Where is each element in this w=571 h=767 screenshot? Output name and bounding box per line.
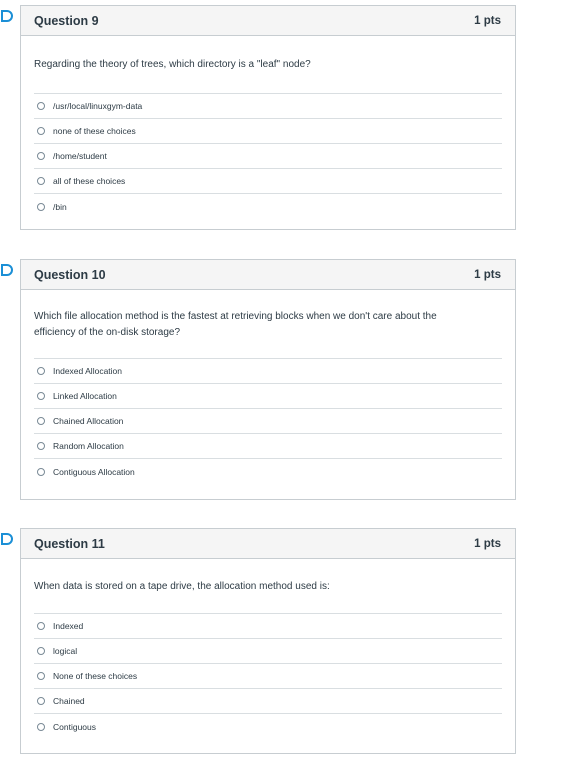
answer-option[interactable] [34,639,502,664]
question-header [21,260,515,290]
answer-label: Linked Allocation [53,391,117,401]
radio-button[interactable] [37,203,45,211]
radio-button[interactable] [37,127,45,135]
answer-option[interactable] [34,144,502,169]
flag-question-icon[interactable] [1,10,13,22]
answer-label: /home/student [53,151,107,161]
answer-label: none of these choices [53,126,136,136]
answer-option[interactable] [34,689,502,714]
answer-option[interactable] [34,409,502,434]
radio-button[interactable] [37,672,45,680]
answer-option[interactable] [34,664,502,689]
question-title: Question 10 [34,267,106,282]
radio-button[interactable] [37,392,45,400]
question-title: Question 9 [34,13,99,28]
answer-label: all of these choices [53,176,126,186]
question-11 [20,528,516,754]
question-9 [20,5,516,230]
answer-option[interactable] [34,714,502,739]
answer-label: Chained [53,696,85,706]
answer-label: Contiguous [53,721,97,732]
answer-label: Chained Allocation [53,416,124,426]
answer-label: /usr/local/linuxgym-data [53,101,143,111]
radio-button[interactable] [37,102,45,110]
answer-option[interactable] [34,459,502,484]
flag-question-icon[interactable] [1,533,13,545]
answer-option[interactable] [34,119,502,144]
question-points: 1 pts [474,268,501,281]
question-text: Which file allocation method is the fastest at retrieving blocks when we don't care about the efficiency of the on-disk storage? [34,311,437,338]
answer-label: logical [53,646,78,656]
answer-list [34,93,502,219]
radio-button[interactable] [37,177,45,185]
answer-option[interactable] [34,434,502,459]
question-text: Regarding the theory of trees, which directory is a "leaf" node? [34,59,311,70]
answer-option[interactable] [34,384,502,409]
answer-option[interactable] [34,194,502,219]
radio-button[interactable] [37,152,45,160]
answer-option[interactable] [34,169,502,194]
radio-button[interactable] [37,367,45,375]
radio-button[interactable] [37,417,45,425]
answer-option[interactable] [34,94,502,119]
radio-button[interactable] [37,723,45,731]
answer-list [34,358,502,484]
answer-label: /bin [53,201,67,212]
answer-option[interactable] [34,359,502,384]
question-points: 1 pts [474,14,501,27]
radio-button[interactable] [37,442,45,450]
question-title: Question 11 [34,536,105,551]
answer-label: Indexed [53,621,84,631]
radio-button[interactable] [37,697,45,705]
radio-button[interactable] [37,622,45,630]
flag-question-icon[interactable] [1,264,13,276]
answer-label: Random Allocation [53,441,124,451]
radio-button[interactable] [37,468,45,476]
answer-label: None of these choices [53,671,138,681]
question-header [21,529,515,559]
question-text: When data is stored on a tape drive, the allocation method used is: [34,581,330,592]
question-points: 1 pts [474,537,501,550]
answer-list [34,613,502,739]
answer-option[interactable] [34,614,502,639]
question-10 [20,259,516,500]
answer-label: Contiguous Allocation [53,466,135,477]
answer-label: Indexed Allocation [53,366,122,376]
radio-button[interactable] [37,647,45,655]
question-header [21,6,515,36]
